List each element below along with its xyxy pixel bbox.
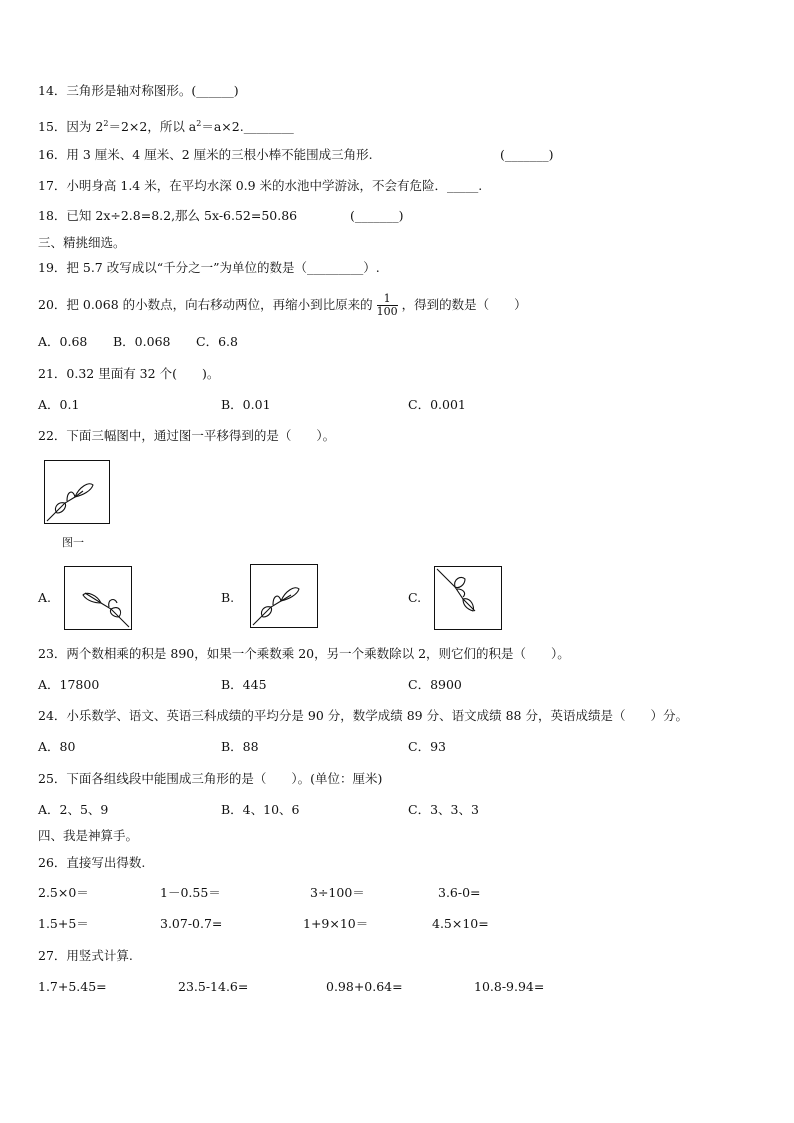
question-text-suffix: ＝a×2.________ [201, 119, 294, 135]
option-c[interactable]: C．93 [408, 739, 446, 754]
question-27 [38, 948, 133, 964]
question-18 [38, 208, 297, 224]
option-b-label[interactable]: B. [221, 590, 235, 605]
calc-item: 1－0.55＝ [160, 885, 221, 900]
question-text: 22．下面三幅图中，通过图一平移得到的是（ ）。 [38, 428, 336, 443]
option-a[interactable]: A．0.68 [38, 334, 88, 349]
branch-drawing-rotated [435, 567, 501, 629]
section-4-title: 四、我是神算手。 [38, 828, 139, 843]
option-b[interactable]: B．445 [221, 677, 267, 692]
calc-item: 2.5×0＝ [38, 885, 89, 900]
calc-item: 23.5-14.6= [178, 979, 249, 994]
question-17 [38, 178, 482, 194]
question-text-prefix: 15．因为 2 [38, 119, 104, 135]
question-23 [38, 646, 570, 662]
question-21 [38, 366, 219, 382]
calc-item: 3.07-0.7= [160, 916, 223, 931]
fraction-denominator: 100 [376, 305, 398, 318]
option-c-label[interactable]: C. [408, 590, 422, 605]
option-b[interactable]: B．0.068 [113, 334, 171, 349]
option-a-label[interactable]: A. [38, 590, 52, 605]
question-25 [38, 771, 382, 787]
superscript: 2 [196, 119, 202, 128]
option-b[interactable]: B．0.01 [221, 397, 271, 412]
question-text: 26．直接写出得数. [38, 855, 146, 870]
question-26 [38, 855, 145, 871]
question-text: 21．0.32 里面有 32 个( )。 [38, 366, 220, 381]
question-text: 23．两个数相乘的积是 890，如果一个乘数乘 20，另一个乘数除以 2，则它们的积是（ ）。 [38, 646, 570, 661]
branch-drawing-mirrored [65, 567, 131, 629]
question-text: 18．已知 2x÷2.8=8.2,那么 5x-6.52=50.86 [38, 208, 298, 223]
calc-item: 1.7+5.45= [38, 979, 107, 994]
figure-caption: 图一 [62, 536, 84, 549]
question-24 [38, 708, 688, 724]
branch-drawing [251, 565, 317, 627]
calc-item: 1.5+5＝ [38, 916, 89, 931]
option-b[interactable]: B．4、10、6 [221, 802, 300, 817]
option-c[interactable]: C．0.001 [408, 397, 466, 412]
question-text-prefix: 20．把 0.068 的小数点，向右移动两位，再缩小到比原来的 [38, 297, 373, 312]
question-text: 17．小明身高 1.4 米，在平均水深 0.9 米的水池中学游泳，不会有危险．_____. [38, 178, 483, 193]
section-3-title: 三、精挑细选。 [38, 235, 126, 250]
superscript: 2 [103, 119, 109, 128]
question-20 [38, 290, 527, 320]
question-text: 14．三角形是轴对称图形。(______) [38, 83, 239, 98]
answer-blank: (_______) [350, 208, 404, 223]
option-a[interactable]: A．17800 [38, 677, 100, 692]
option-a[interactable]: A．80 [38, 739, 76, 754]
question-text: 16．用 3 厘米、4 厘米、2 厘米的三根小棒不能围成三角形. [38, 147, 373, 162]
option-b-figure[interactable] [250, 564, 318, 628]
question-15 [38, 116, 294, 135]
calc-item: 4.5×10= [432, 916, 489, 931]
question-14 [38, 83, 239, 99]
question-text: 19．把 5.7 改写成以“千分之一”为单位的数是（_________）. [38, 260, 380, 275]
option-c[interactable]: C．6.8 [196, 334, 238, 349]
fraction-numerator: 1 [377, 293, 398, 306]
option-a[interactable]: A．2、5、9 [38, 802, 109, 817]
option-c-figure[interactable] [434, 566, 502, 630]
calc-item: 10.8-9.94= [474, 979, 545, 994]
question-text: 25．下面各组线段中能围成三角形的是（ ）。(单位：厘米) [38, 771, 383, 786]
answer-blank: (_______) [500, 147, 554, 162]
fraction [377, 293, 398, 318]
calc-item: 0.98+0.64= [326, 979, 403, 994]
question-text: 24．小乐数学、语文、英语三科成绩的平均分是 90 分，数学成绩 89 分、语文成绩 88 分，英语成绩是（ ）分。 [38, 708, 688, 723]
option-c[interactable]: C．3、3、3 [408, 802, 479, 817]
question-text-suffix: ，得到的数是（ ） [401, 297, 527, 312]
calc-item: 3.6-0= [438, 885, 481, 900]
branch-drawing [45, 461, 109, 523]
option-a[interactable]: A．0.1 [38, 397, 80, 412]
option-c[interactable]: C．8900 [408, 677, 462, 692]
question-text: 27．用竖式计算. [38, 948, 133, 963]
calc-item: 3÷100＝ [310, 885, 365, 900]
figure-one [44, 460, 110, 524]
option-b[interactable]: B．88 [221, 739, 259, 754]
question-16 [38, 147, 373, 163]
option-a-figure[interactable] [64, 566, 132, 630]
question-19 [38, 260, 380, 276]
question-22 [38, 428, 335, 444]
question-text-middle: ＝2×2，所以 a [108, 119, 197, 135]
calc-item: 1+9×10＝ [303, 916, 369, 931]
